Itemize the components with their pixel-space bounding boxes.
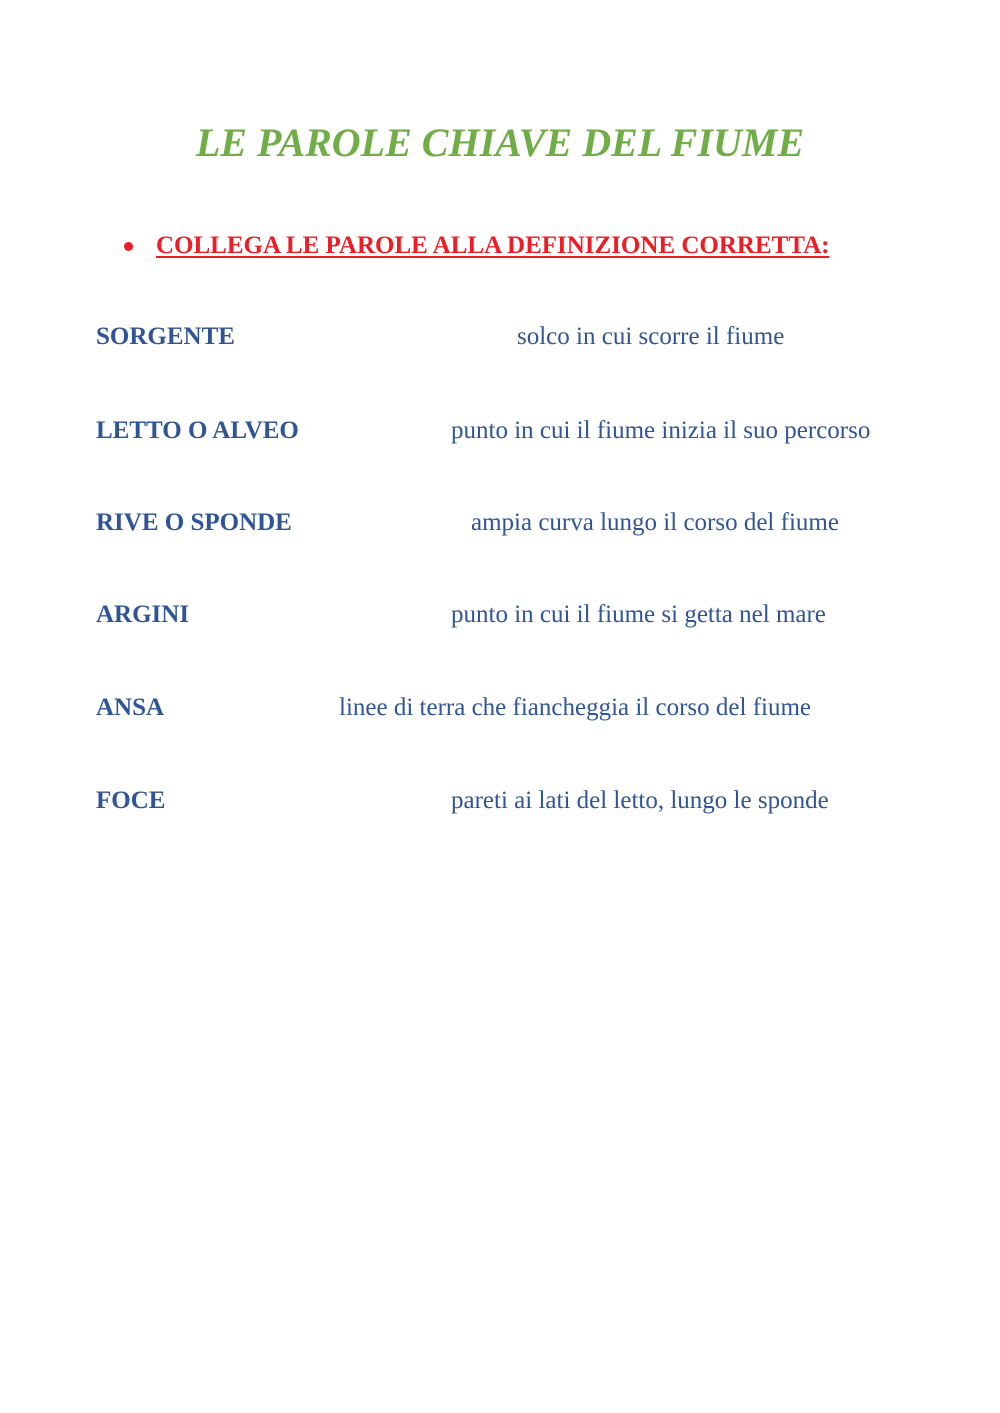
page-title: LE PAROLE CHIAVE DEL FIUME [195,120,805,165]
instruction-text: COLLEGA LE PAROLE ALLA DEFINIZIONE CORRETTA: [156,232,830,259]
match-row-2 [0,414,1000,448]
definition-1[interactable]: solco in cui scorre il fiume [517,323,785,350]
term-sorgente[interactable]: SORGENTE [96,323,235,350]
match-row-3 [0,506,1000,540]
definition-3[interactable]: ampia curva lungo il corso del fiume [471,509,839,536]
match-row-5 [0,691,1000,725]
match-row-6 [0,784,1000,818]
definition-2[interactable]: punto in cui il fiume inizia il suo percorso [451,417,871,444]
definition-6[interactable]: pareti ai lati del letto, lungo le sponde [451,787,829,814]
bullet-icon [124,242,133,251]
term-rive-o-sponde[interactable]: RIVE O SPONDE [96,509,292,536]
term-foce[interactable]: FOCE [96,787,166,814]
match-row-4 [0,598,1000,632]
term-letto-o-alveo[interactable]: LETTO O ALVEO [96,417,299,444]
definition-4[interactable]: punto in cui il fiume si getta nel mare [451,601,826,628]
term-ansa[interactable]: ANSA [96,694,165,721]
term-argini[interactable]: ARGINI [96,601,190,628]
definition-5[interactable]: linee di terra che fiancheggia il corso del fiume [339,694,812,721]
match-row-1 [0,320,1000,354]
